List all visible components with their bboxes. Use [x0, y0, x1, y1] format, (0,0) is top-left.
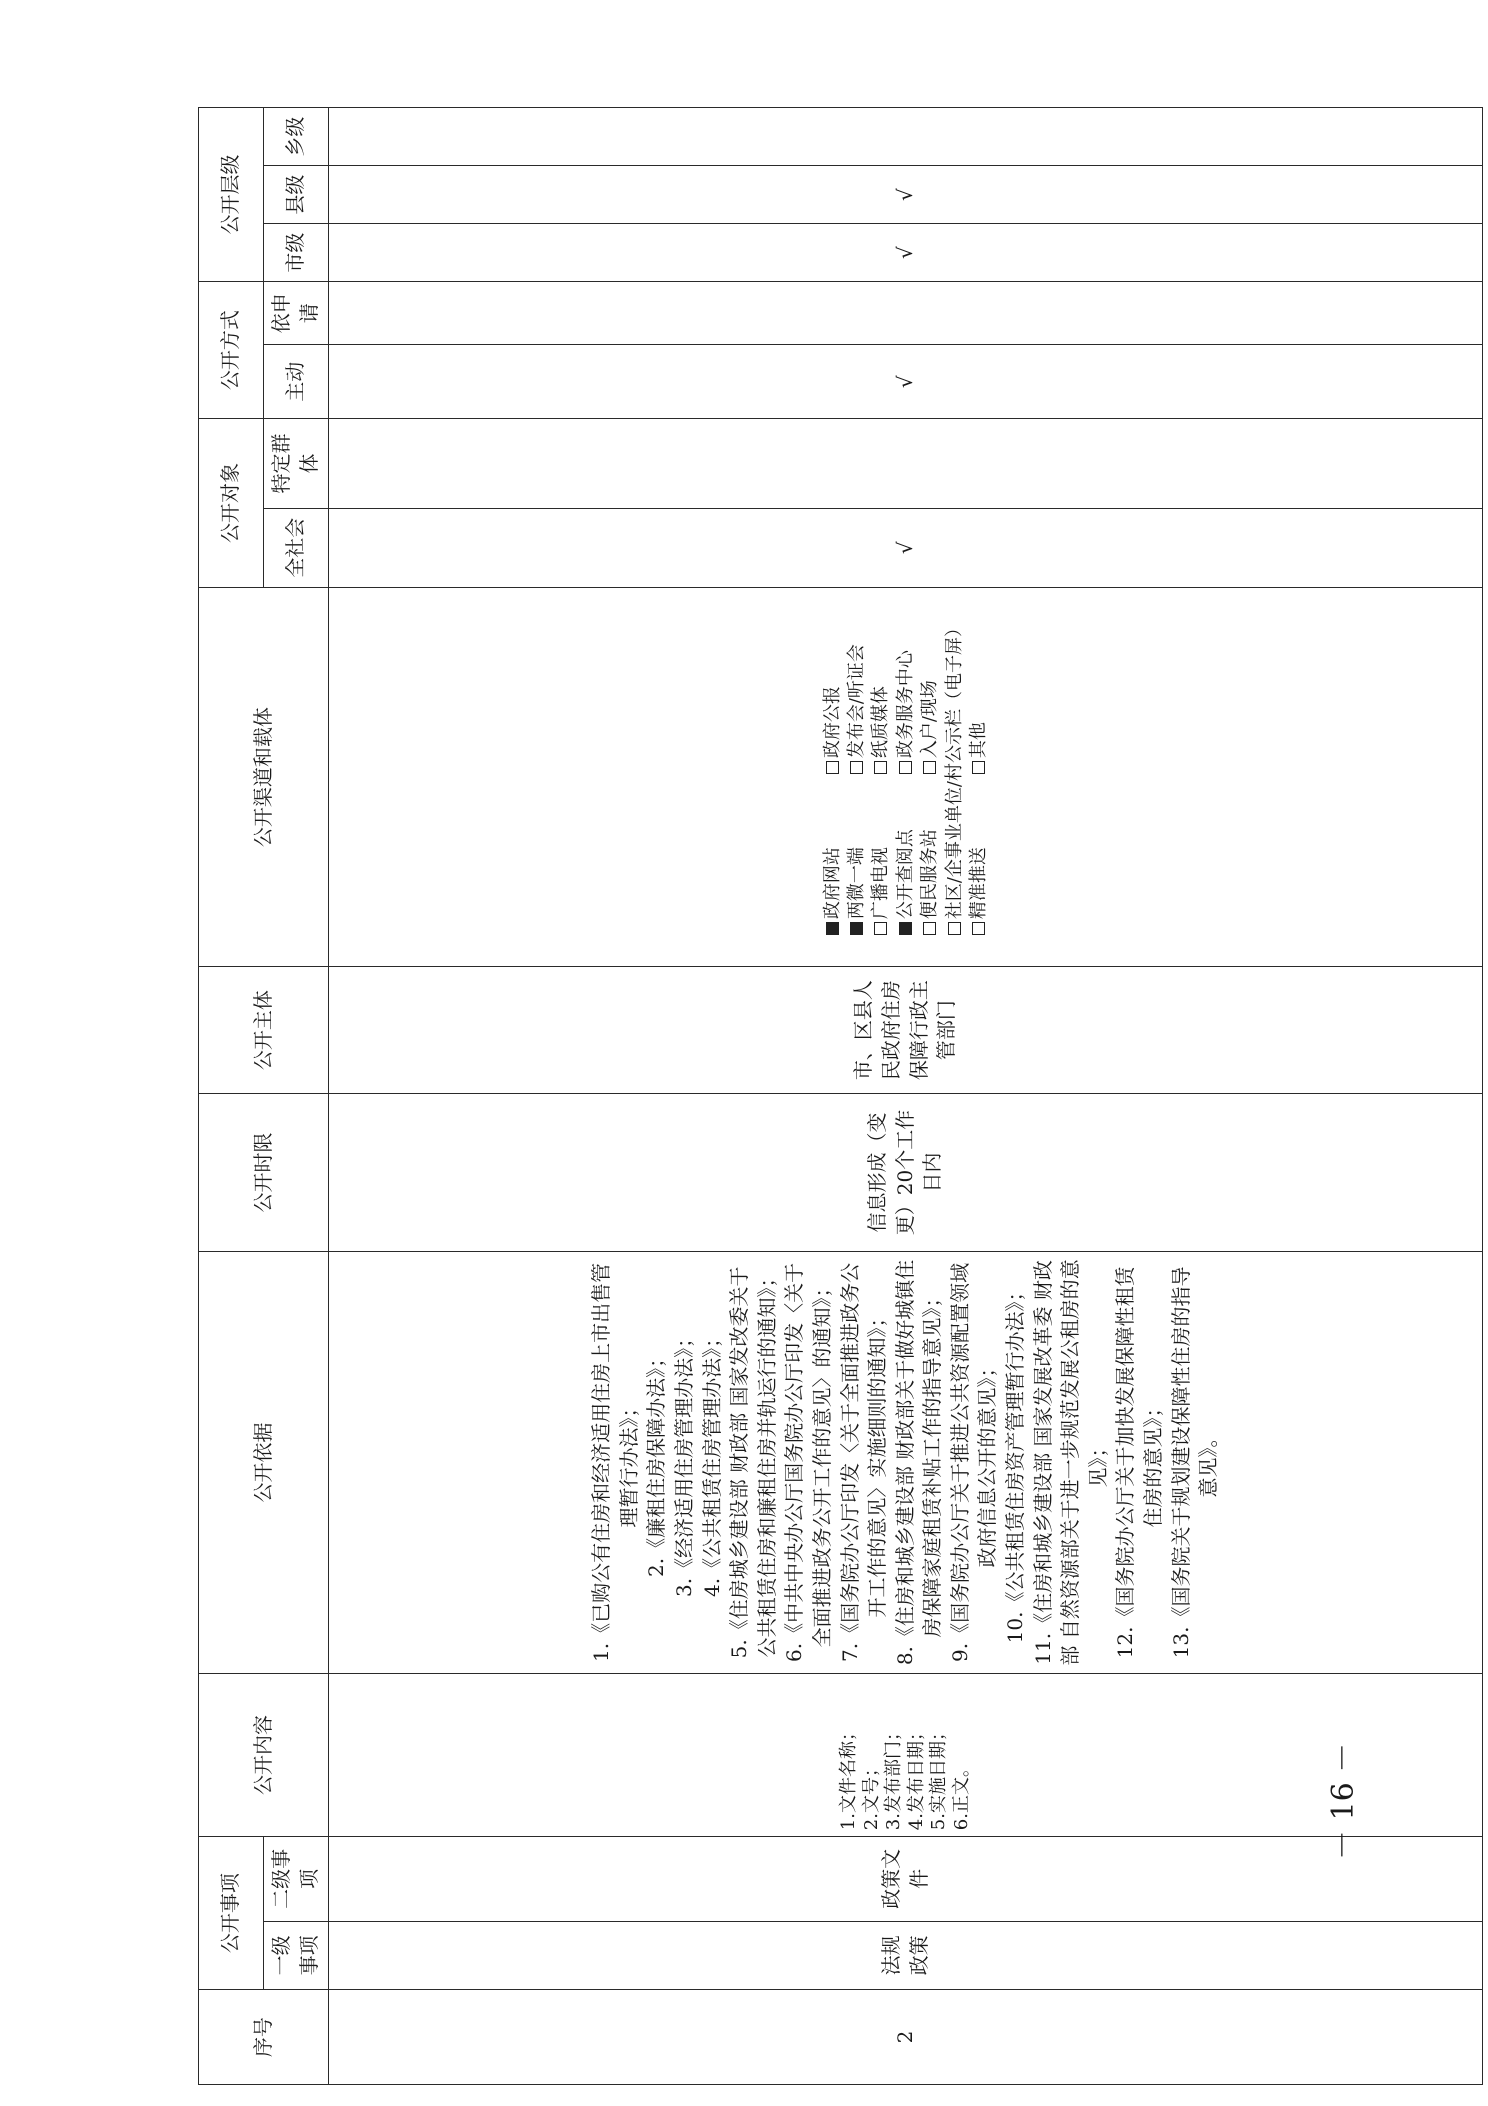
channel-option	[821, 619, 844, 774]
unchecked-box-icon	[972, 761, 985, 774]
content-item: 3.发布部门；	[883, 1723, 904, 1831]
header-basis: 公开依据	[199, 1252, 329, 1674]
channel-label: 广播电视	[870, 847, 892, 920]
header-level-county: 县级	[264, 166, 329, 224]
channel-label: 公开查阅点	[894, 829, 916, 920]
header-level-city: 市级	[264, 224, 329, 282]
checked-box-icon	[899, 922, 912, 935]
channel-label: 两微一端	[846, 847, 868, 920]
channel-list	[821, 594, 991, 961]
rotated-page	[198, 107, 1483, 2085]
channel-label: 发布会/听证会	[846, 644, 868, 759]
cell-basis	[329, 1252, 1483, 1674]
channel-label: 便民服务站	[919, 829, 941, 920]
cell-target-specific	[329, 419, 1483, 509]
header-method-active: 主动	[264, 345, 329, 419]
cell-subject: 市、区县人民政府住房保障行政主管部门	[329, 967, 1483, 1094]
content-item: 4.发布日期；	[905, 1723, 927, 1831]
basis-item: 13.《国务院关于规划建设保障性住房的指导意见》。	[1168, 1266, 1221, 1659]
channel-option	[894, 619, 917, 774]
header-level2: 二级事项	[264, 1837, 329, 1921]
channel-label: 纸质媒体	[870, 686, 892, 759]
page-number: － 16 －	[1326, 1742, 1361, 1860]
channel-label: 政府网站	[821, 847, 843, 920]
channel-option	[967, 804, 990, 935]
cell-level-city: √	[329, 224, 1483, 282]
channel-label: 政府公报	[821, 686, 843, 759]
cell-method-active: √	[329, 345, 1483, 419]
basis-item: 1.《已购公有住房和经济适用住房上市出售管理暂行办法》；	[589, 1262, 641, 1662]
channel-label: 社区/企事业单位/村公示栏（电子屏）	[943, 619, 965, 920]
header-time-limit: 公开时限	[199, 1093, 329, 1251]
channel-label: 入户/现场	[919, 680, 941, 759]
unchecked-box-icon	[972, 922, 985, 935]
cell-method-request	[329, 282, 1483, 345]
header-subject: 公开主体	[199, 967, 329, 1094]
unchecked-box-icon	[826, 761, 839, 774]
basis-item: 6.《中共中央办公厅国务院办公厅印发〈关于全面推进政务公开工作的意见〉的通知》；	[782, 1262, 834, 1662]
basis-item: 12.《国务院办公厅关于加快发展保障性租赁住房的意见》；	[1113, 1266, 1166, 1659]
header-level-group: 公开层级	[199, 108, 264, 282]
channel-option	[845, 619, 868, 774]
header-row-1	[199, 108, 264, 2085]
channel-option	[869, 619, 892, 774]
header-serial: 序号	[199, 1990, 329, 2085]
disclosure-table	[198, 107, 1483, 2085]
content-item: 1.文件名称；	[838, 1723, 859, 1831]
cell-content	[329, 1673, 1483, 1836]
header-level1: 一级事项	[264, 1921, 329, 1990]
basis-item: 4.《公共租赁住房管理办法》；	[699, 1327, 724, 1597]
basis-list	[588, 1258, 1223, 1667]
unchecked-box-icon	[899, 761, 912, 774]
header-target-specific: 特定群体	[264, 419, 329, 509]
cell-serial: 2	[329, 1990, 1483, 2085]
cell-channels	[329, 587, 1483, 967]
basis-item: 5.《住房城乡建设部 财政部 国家发改委关于公共租赁住房和廉租住房并轨运行的通知》；	[727, 1266, 779, 1659]
unchecked-box-icon	[874, 922, 887, 935]
basis-item: 2.《廉租住房保障办法》；	[644, 1347, 669, 1577]
unchecked-box-icon	[850, 761, 863, 774]
channel-option	[894, 804, 917, 935]
cell-level1: 法规政策	[329, 1921, 1483, 1990]
header-item-group: 公开事项	[199, 1837, 264, 1990]
header-method-request: 依申请	[264, 282, 329, 345]
cell-time-limit: 信息形成（变更）20个工作日内	[329, 1093, 1483, 1251]
channel-option	[967, 619, 990, 774]
table-row	[329, 108, 1483, 2085]
content-item: 5.实施日期；	[928, 1723, 949, 1831]
checked-box-icon	[850, 922, 863, 935]
header-content: 公开内容	[199, 1673, 329, 1836]
header-method-group: 公开方式	[199, 282, 264, 419]
cell-level-county: √	[329, 166, 1483, 224]
unchecked-box-icon	[874, 761, 887, 774]
cell-level-township	[329, 108, 1483, 166]
header-target-group: 公开对象	[199, 419, 264, 588]
unchecked-box-icon	[923, 922, 936, 935]
channel-option	[845, 804, 868, 935]
basis-item: 7.《国务院办公厅印发〈关于全面推进政务公开工作的意见〉实施细则的通知》；	[837, 1262, 890, 1662]
channel-label: 精准推送	[967, 847, 989, 920]
content-item: 6.正文。	[950, 1759, 972, 1831]
channel-option	[869, 804, 892, 935]
channel-option	[821, 804, 844, 935]
channel-option	[943, 619, 966, 935]
checked-box-icon	[826, 922, 839, 935]
channel-label: 政务服务中心	[894, 650, 916, 759]
unchecked-box-icon	[923, 761, 936, 774]
cell-target-all: √	[329, 508, 1483, 587]
basis-item: 3.《经济适用住房管理办法》；	[671, 1327, 696, 1597]
header-channels: 公开渠道和载体	[199, 587, 329, 967]
channel-option	[918, 619, 941, 774]
channel-label: 其他	[967, 722, 989, 759]
content-list	[838, 1680, 973, 1830]
channel-option	[918, 804, 941, 935]
basis-item: 9.《国务院办公厅关于推进公共资源配置领域政府信息公开的意见》；	[947, 1262, 1000, 1662]
header-target-all: 全社会	[264, 508, 329, 587]
basis-item: 11.《住房和城乡建设部 国家发展改革委 财政部 自然资源部关于进一步规范发展公租房的意见》；	[1030, 1259, 1110, 1666]
basis-item: 10.《公共租赁住房资产管理暂行办法》；	[1003, 1281, 1028, 1644]
unchecked-box-icon	[948, 922, 961, 935]
content-item: 2.文号；	[860, 1759, 882, 1831]
basis-item: 8.《住房和城乡建设部 财政部关于做好城镇住房保障家庭租赁补贴工作的指导意见》；	[892, 1259, 945, 1666]
header-level-township: 乡级	[264, 108, 329, 166]
cell-level2: 政策文件	[329, 1837, 1483, 1921]
